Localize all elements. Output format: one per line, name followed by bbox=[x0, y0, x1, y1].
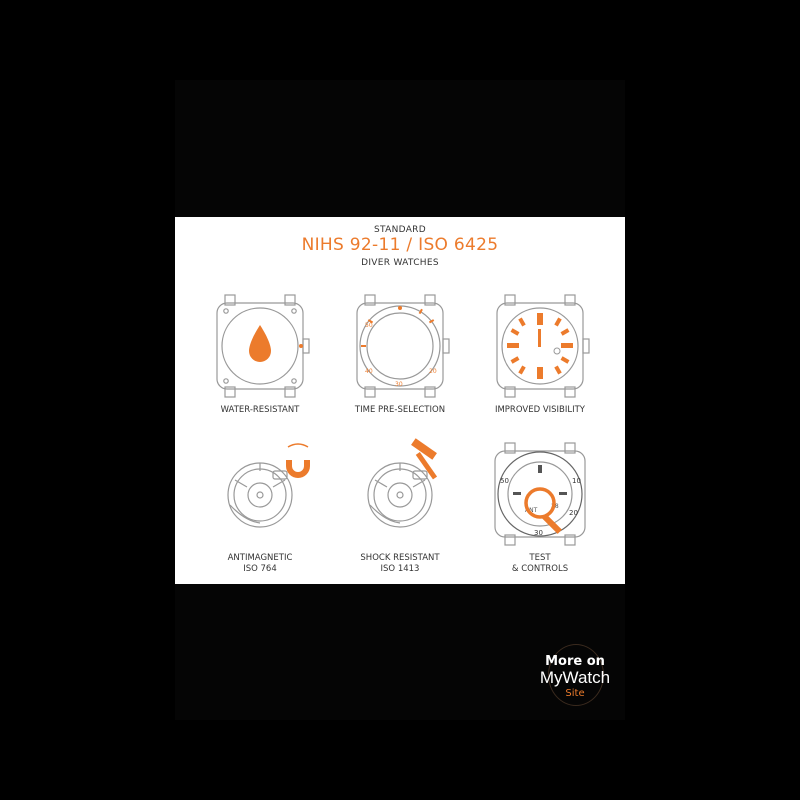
feature-shock-resistant bbox=[325, 435, 475, 575]
svg-text:20: 20 bbox=[569, 509, 578, 517]
caption-test-controls: TEST & CONTROLS bbox=[511, 553, 569, 574]
mywatch-site-badge[interactable] bbox=[520, 640, 630, 710]
infographic-panel bbox=[175, 217, 625, 584]
svg-text:40: 40 bbox=[365, 368, 373, 375]
svg-text:50: 50 bbox=[500, 477, 509, 485]
header-title: NIHS 92-11 / ISO 6425 bbox=[301, 235, 499, 255]
magnet-icon bbox=[286, 460, 310, 478]
svg-text:30: 30 bbox=[395, 381, 403, 388]
feature-water-resistant bbox=[185, 287, 335, 427]
caption-improved-visibility: IMPROVED VISIBILITY bbox=[494, 405, 586, 415]
svg-text:10: 10 bbox=[572, 477, 581, 485]
svg-text:20: 20 bbox=[429, 368, 437, 375]
feature-test-controls bbox=[465, 435, 615, 575]
caption-shock-resistant: SHOCK RESISTANT ISO 1413 bbox=[360, 553, 440, 574]
badge-line3: Site bbox=[565, 688, 585, 699]
caption-time-preselection: TIME PRE-SELECTION bbox=[354, 405, 446, 415]
feature-improved-visibility bbox=[465, 287, 615, 427]
feature-antimagnetic bbox=[185, 435, 335, 575]
svg-text:30: 30 bbox=[534, 529, 543, 537]
badge-line1: More on bbox=[545, 654, 605, 669]
badge-line2: MyWatch bbox=[539, 668, 611, 687]
header-kicker: STANDARD bbox=[374, 225, 426, 235]
svg-text:50: 50 bbox=[365, 322, 373, 329]
feature-time-preselection bbox=[325, 287, 475, 427]
svg-text:28: 28 bbox=[551, 503, 559, 510]
header-subtitle: DIVER WATCHES bbox=[361, 258, 439, 268]
caption-water-resistant: WATER-RESISTANT bbox=[220, 405, 300, 415]
svg-text:ANT: ANT bbox=[525, 507, 538, 514]
caption-antimagnetic: ANTIMAGNETIC ISO 764 bbox=[227, 553, 293, 574]
